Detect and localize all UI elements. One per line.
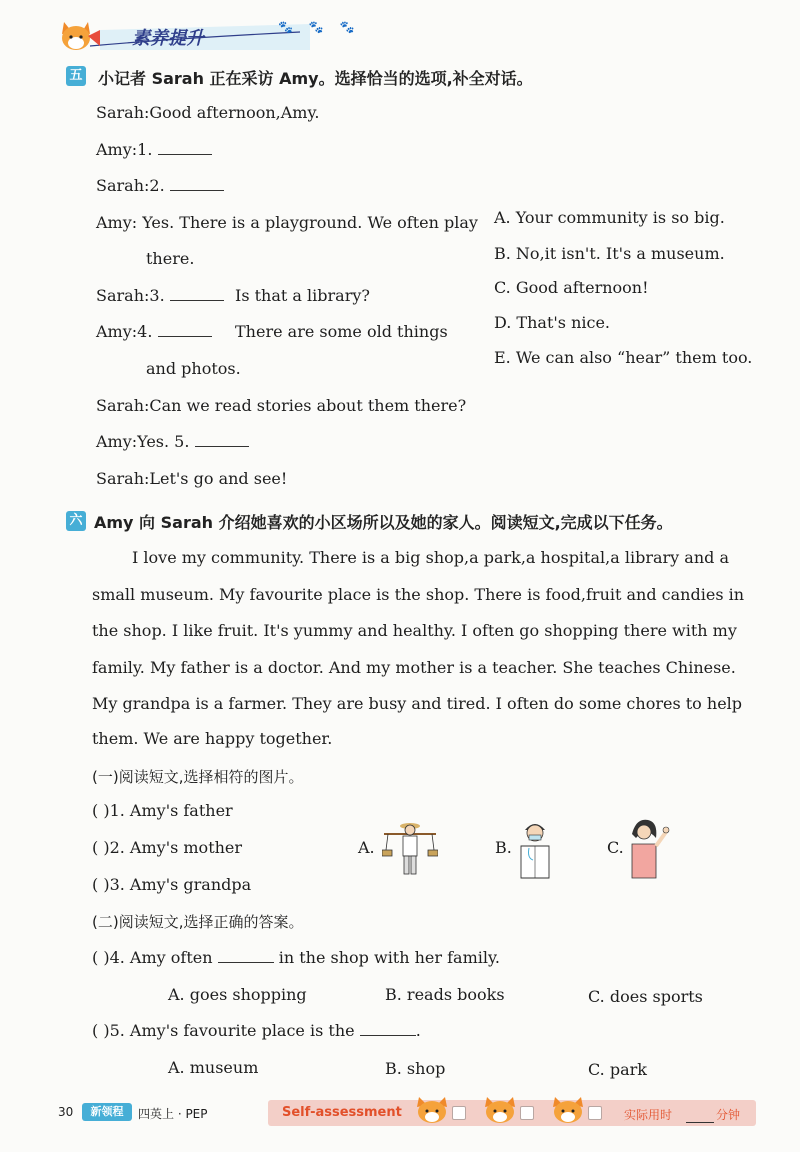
answer-option[interactable]: A. goes shopping: [168, 985, 307, 1004]
answer-option[interactable]: B. shop: [385, 1059, 446, 1078]
answer-blank[interactable]: [158, 140, 212, 155]
self-assessment-label: Self-assessment: [282, 1105, 402, 1120]
dialogue-line: Amy:4.: [96, 322, 212, 341]
answer-blank[interactable]: [218, 948, 274, 963]
dialogue-line: Sarah:2.: [96, 176, 224, 195]
answer-blank[interactable]: [158, 322, 212, 337]
dialogue-line: There are some old things: [235, 322, 448, 341]
passage-line: small museum. My favourite place is the shop. There is food,fruit and candies in: [92, 585, 745, 604]
dialogue-line: Sarah:Good afternoon,Amy.: [96, 103, 320, 122]
answer-option[interactable]: C. does sports: [588, 987, 703, 1006]
answer-option[interactable]: B. reads books: [385, 985, 505, 1004]
dialogue-line: Amy: Yes. There is a playground. We often play: [96, 213, 478, 232]
question-item[interactable]: ( )1. Amy's father: [92, 801, 233, 820]
page-number: 30: [58, 1105, 74, 1119]
assessment-checkbox[interactable]: [520, 1106, 534, 1120]
page-section-title: 素养提升: [132, 28, 204, 49]
part-two-title: (二)阅读短文,选择正确的答案。: [92, 913, 304, 931]
answer-option[interactable]: A. museum: [168, 1058, 259, 1077]
picture-label-b: B.: [495, 838, 512, 857]
time-unit: 分钟: [716, 1108, 741, 1122]
passage-line: family. My father is a doctor. And my mother is a teacher. She teaches Chinese.: [92, 658, 736, 677]
fox-face-icon: [483, 1095, 517, 1125]
part-one-title: (一)阅读短文,选择相符的图片。: [92, 768, 304, 786]
dialogue-line: Sarah:Let's go and see!: [96, 469, 288, 488]
fox-face-icon: [551, 1095, 585, 1125]
option-item: D. That's nice.: [494, 313, 611, 332]
assessment-checkbox[interactable]: [588, 1106, 602, 1120]
fox-face-icon: [415, 1095, 449, 1125]
option-item: B. No,it isn't. It's a museum.: [494, 244, 725, 263]
answer-blank[interactable]: [170, 176, 224, 191]
dialogue-line: Amy:1.: [96, 140, 212, 159]
passage-line: I love my community. There is a big shop,a park,a hospital,a library and a: [132, 548, 729, 567]
question-item[interactable]: ( )4. Amy often in the shop with her family.: [92, 948, 500, 967]
fox-mascot-icon: [58, 18, 102, 56]
answer-option[interactable]: C. park: [588, 1060, 647, 1079]
answer-blank[interactable]: [195, 432, 249, 447]
question-item[interactable]: ( )5. Amy's favourite place is the .: [92, 1021, 421, 1040]
answer-blank[interactable]: [170, 286, 224, 301]
time-label: 实际用时: [624, 1108, 673, 1122]
assessment-checkbox[interactable]: [452, 1106, 466, 1120]
time-blank[interactable]: [686, 1108, 714, 1123]
brand-logo: 新领程: [82, 1103, 132, 1121]
doctor-picture-icon[interactable]: [515, 818, 555, 880]
option-item: A. Your community is so big.: [494, 208, 725, 227]
question-item[interactable]: ( )3. Amy's grandpa: [92, 875, 252, 894]
section-six-title: Amy 向 Sarah 介绍她喜欢的小区场所以及她的家人。阅读短文,完成以下任务。: [94, 513, 673, 532]
option-item: E. We can also “hear” them too.: [494, 348, 753, 367]
picture-label-a: A.: [358, 838, 375, 857]
section-five-title: 小记者 Sarah 正在采访 Amy。选择恰当的选项,补全对话。: [98, 69, 533, 88]
question-item[interactable]: ( )2. Amy's mother: [92, 838, 243, 857]
dialogue-line: Sarah:3.: [96, 286, 224, 305]
passage-line: the shop. I like fruit. It's yummy and healthy. I often go shopping there with my: [92, 621, 737, 640]
passage-line: them. We are happy together.: [92, 729, 333, 748]
passage-line: My grandpa is a farmer. They are busy and tired. I often do some chores to help: [92, 694, 743, 713]
dialogue-line: Amy:Yes. 5.: [96, 432, 249, 451]
teacher-picture-icon[interactable]: [626, 816, 670, 880]
book-label: 四英上 · PEP: [138, 1107, 208, 1121]
dialogue-line: Sarah:Can we read stories about them there?: [96, 396, 467, 415]
section-five-badge: 五: [66, 66, 86, 86]
dialogue-line: and photos.: [146, 359, 241, 378]
picture-label-c: C.: [607, 838, 624, 857]
section-six-badge: 六: [66, 511, 86, 531]
dialogue-line: Is that a library?: [235, 286, 370, 305]
dialogue-line: there.: [146, 249, 195, 268]
paw-decoration-icon: 🐾 🐾 🐾: [278, 20, 361, 34]
farmer-picture-icon[interactable]: [382, 816, 438, 880]
option-item: C. Good afternoon!: [494, 278, 649, 297]
answer-blank[interactable]: [360, 1021, 416, 1036]
